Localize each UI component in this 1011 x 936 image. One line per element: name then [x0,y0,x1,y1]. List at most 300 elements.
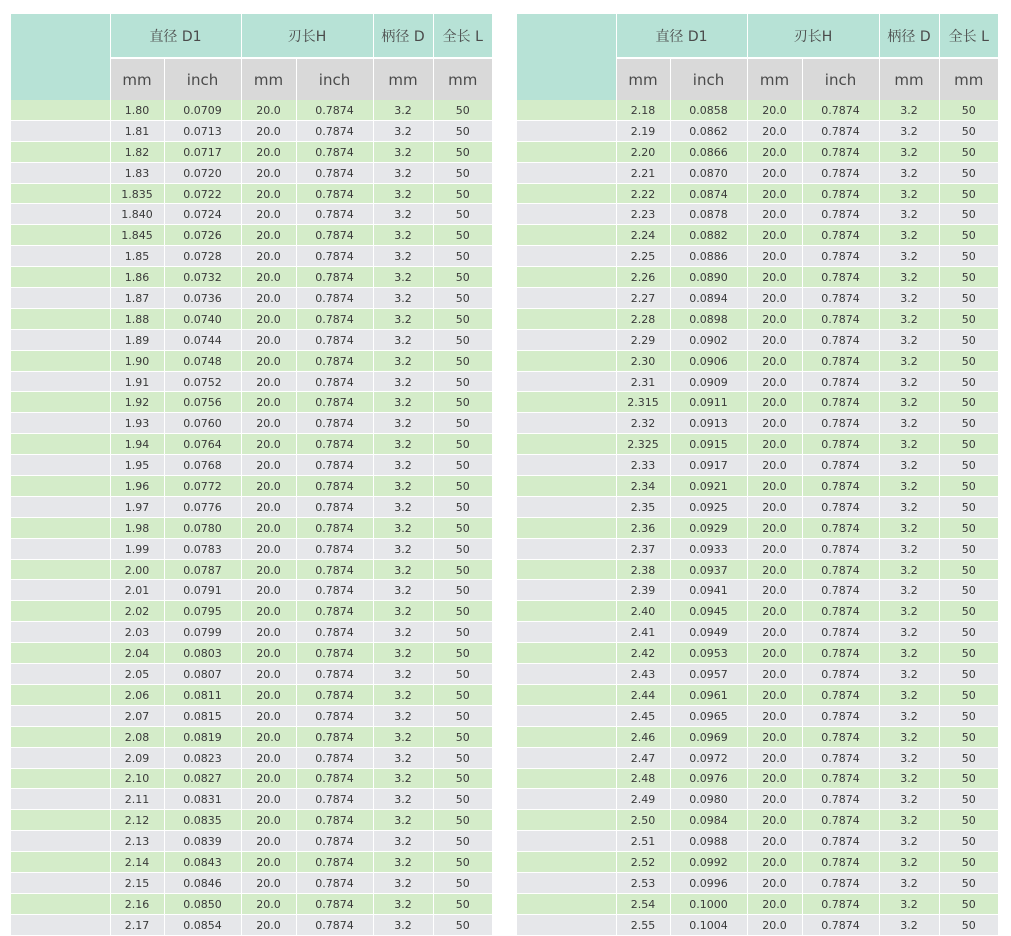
shank-mm-cell: 3.2 [879,601,939,622]
diameter-mm-cell: 1.80 [110,100,164,120]
row-label-cell [11,538,110,559]
total-length-cell: 50 [939,267,998,288]
shank-mm-cell: 3.2 [879,517,939,538]
table-row [11,643,492,664]
edge-inch-cell: 0.7874 [296,204,373,225]
shank-mm-cell: 3.2 [373,476,433,497]
diameter-mm-cell: 2.45 [616,705,670,726]
row-label-cell [11,455,110,476]
diameter-mm-cell: 2.16 [110,893,164,914]
total-length-cell: 50 [433,183,492,204]
diameter-inch-cell: 0.0709 [164,100,241,120]
edge-mm-cell: 20.0 [747,392,802,413]
diameter-mm-cell: 2.46 [616,726,670,747]
diameter-mm-cell: 2.11 [110,789,164,810]
edge-inch-cell: 0.7874 [296,496,373,517]
table-row [517,350,998,371]
row-label-cell [517,684,616,705]
table-row [11,852,492,873]
table-row [11,559,492,580]
shank-mm-cell: 3.2 [373,810,433,831]
edge-mm-cell: 20.0 [241,413,296,434]
edge-inch-cell: 0.7874 [802,120,879,141]
shank-mm-cell: 3.2 [879,726,939,747]
diameter-mm-cell: 1.835 [110,183,164,204]
row-label-cell [517,538,616,559]
row-label-cell [517,162,616,183]
diameter-inch-cell: 0.0795 [164,601,241,622]
shank-mm-cell: 3.2 [373,392,433,413]
shank-mm-cell: 3.2 [879,789,939,810]
edge-inch-cell: 0.7874 [296,371,373,392]
edge-mm-cell: 20.0 [241,580,296,601]
diameter-inch-cell: 0.0866 [670,141,747,162]
table-row [11,914,492,935]
edge-inch-cell: 0.7874 [802,580,879,601]
edge-mm-cell: 20.0 [747,622,802,643]
shank-mm-cell: 3.2 [373,308,433,329]
shank-mm-cell: 3.2 [373,288,433,309]
total-length-cell: 50 [939,810,998,831]
edge-mm-cell: 20.0 [747,768,802,789]
table-row [517,246,998,267]
edge-inch-cell: 0.7874 [296,684,373,705]
shank-mm-cell: 3.2 [879,747,939,768]
diameter-mm-cell: 2.00 [110,559,164,580]
table-row [517,288,998,309]
diameter-mm-cell: 1.91 [110,371,164,392]
edge-mm-cell: 20.0 [747,371,802,392]
table-row [517,914,998,935]
edge-mm-cell: 20.0 [241,601,296,622]
table-row [517,517,998,538]
diameter-mm-cell: 2.28 [616,308,670,329]
shank-header: 柄径 D [879,14,939,58]
edge-inch-cell: 0.7874 [802,831,879,852]
row-label-cell [517,434,616,455]
diameter-inch-cell: 0.0915 [670,434,747,455]
shank-mm-cell: 3.2 [879,559,939,580]
edge-mm-cell: 20.0 [241,559,296,580]
total-length-cell: 50 [433,455,492,476]
edge-mm-cell: 20.0 [241,684,296,705]
table-row [517,789,998,810]
diameter-inch-cell: 0.0909 [670,371,747,392]
shank-mm-cell: 3.2 [879,162,939,183]
total-length-cell: 50 [939,580,998,601]
total-length-cell: 50 [433,517,492,538]
diameter-mm-cell: 2.41 [616,622,670,643]
edge-inch-cell: 0.7874 [296,643,373,664]
shank-mm-cell: 3.2 [879,538,939,559]
table-row [11,120,492,141]
edge-mm-cell: 20.0 [747,246,802,267]
diameter-inch-cell: 0.0906 [670,350,747,371]
row-label-cell [517,183,616,204]
edge-mm-cell: 20.0 [241,162,296,183]
diameter-mm-cell: 2.06 [110,684,164,705]
table-row [517,622,998,643]
diameter-inch-cell: 0.0874 [670,183,747,204]
edge-inch-cell: 0.7874 [296,538,373,559]
shank-mm-cell: 3.2 [879,141,939,162]
shank-mm-cell: 3.2 [879,371,939,392]
table-row [11,747,492,768]
shank-mm-cell: 3.2 [879,643,939,664]
edge-inch-cell: 0.7874 [802,726,879,747]
diameter-mm-cell: 2.48 [616,768,670,789]
diameter-inch-cell: 0.0980 [670,789,747,810]
total-length-cell: 50 [939,204,998,225]
diameter-mm-cell: 2.35 [616,496,670,517]
diameter-mm-cell: 2.12 [110,810,164,831]
edge-mm-cell: 20.0 [241,768,296,789]
diameter-inch-cell: 0.0799 [164,622,241,643]
edge-mm-cell: 20.0 [241,831,296,852]
diameter-mm-cell: 2.27 [616,288,670,309]
edge-mm-cell: 20.0 [241,434,296,455]
total-length-cell: 50 [939,120,998,141]
diameter-inch-cell: 0.0811 [164,684,241,705]
row-label-cell [11,789,110,810]
edge-inch-cell: 0.7874 [296,705,373,726]
edge-mm-cell: 20.0 [747,120,802,141]
edge-inch-cell: 0.7874 [802,413,879,434]
diameter-mm-cell: 2.19 [616,120,670,141]
diameter-mm-cell: 2.55 [616,914,670,935]
row-label-cell [11,664,110,685]
table-row [517,747,998,768]
table-row [517,872,998,893]
table-row [517,329,998,350]
row-label-cell [11,183,110,204]
shank-mm-cell: 3.2 [373,726,433,747]
row-label-cell [11,768,110,789]
diameter-mm-cell: 1.99 [110,538,164,559]
table-row [517,538,998,559]
row-label-cell [11,747,110,768]
shank-mm-cell: 3.2 [879,810,939,831]
row-label-cell [11,893,110,914]
edge-mm-cell: 20.0 [747,162,802,183]
shank-mm-cell: 3.2 [373,246,433,267]
table-row [11,434,492,455]
shank-mm-cell: 3.2 [373,204,433,225]
row-label-cell [11,308,110,329]
table-row [11,204,492,225]
edge-inch-cell: 0.7874 [296,914,373,935]
edge-mm-cell: 20.0 [241,204,296,225]
edge-mm-cell: 20.0 [747,580,802,601]
diameter-mm-cell: 2.02 [110,601,164,622]
table-row [517,183,998,204]
total-length-cell: 50 [433,601,492,622]
shank-mm-cell: 3.2 [879,329,939,350]
total-length-cell: 50 [433,747,492,768]
diameter-inch-cell: 0.0858 [670,100,747,120]
row-label-cell [517,893,616,914]
total-length-cell: 50 [939,872,998,893]
table-row [517,643,998,664]
shank-mm-cell: 3.2 [373,267,433,288]
edge-mm-cell: 20.0 [747,267,802,288]
row-label-cell [11,288,110,309]
row-label-cell [517,768,616,789]
row-label-cell [517,643,616,664]
diameter-mm-cell: 2.44 [616,684,670,705]
row-label-cell [11,872,110,893]
diameter-header: 直径 D1 [110,14,241,58]
edge-mm-cell: 20.0 [747,601,802,622]
edge-inch-cell: 0.7874 [296,789,373,810]
diameter-mm-cell: 1.87 [110,288,164,309]
table-row [11,517,492,538]
total-length-cell: 50 [939,225,998,246]
diameter-inch-cell: 0.0988 [670,831,747,852]
shank-mm-cell: 3.2 [373,329,433,350]
table-row [517,100,998,120]
table-row [517,810,998,831]
edge-inch-cell: 0.7874 [802,872,879,893]
row-label-cell [517,308,616,329]
edge-inch-cell: 0.7874 [296,455,373,476]
table-row [517,225,998,246]
row-label-cell [11,434,110,455]
row-label-cell [517,392,616,413]
total-length-cell: 50 [433,684,492,705]
edge-mm-cell: 20.0 [241,643,296,664]
row-label-header [11,14,110,100]
diameter-inch-cell: 0.0984 [670,810,747,831]
total-length-cell: 50 [939,684,998,705]
edge-mm-cell: 20.0 [747,872,802,893]
edge-inch-cell: 0.7874 [296,810,373,831]
edge-inch-cell: 0.7874 [296,141,373,162]
total-length-cell: 50 [939,329,998,350]
diameter-inch-cell: 0.0929 [670,517,747,538]
total-length-cell: 50 [433,162,492,183]
shank-mm-cell: 3.2 [879,225,939,246]
edge-mm-cell: 20.0 [241,852,296,873]
row-label-cell [11,246,110,267]
edge-mm-cell: 20.0 [241,893,296,914]
diameter-inch-cell: 0.0846 [164,872,241,893]
diameter-inch-unit: inch [164,58,241,100]
diameter-inch-cell: 0.0996 [670,872,747,893]
edge-inch-cell: 0.7874 [802,141,879,162]
diameter-mm-cell: 2.23 [616,204,670,225]
diameter-inch-cell: 0.0740 [164,308,241,329]
diameter-mm-cell: 2.29 [616,329,670,350]
table-row [517,831,998,852]
diameter-mm-cell: 1.96 [110,476,164,497]
diameter-mm-cell: 2.43 [616,664,670,685]
edge-mm-cell: 20.0 [241,726,296,747]
shank-mm-cell: 3.2 [879,768,939,789]
diameter-mm-cell: 1.89 [110,329,164,350]
edge-mm-cell: 20.0 [747,726,802,747]
diameter-inch-cell: 0.0713 [164,120,241,141]
edge-inch-cell: 0.7874 [802,246,879,267]
row-label-header [517,14,616,100]
total-length-cell: 50 [939,183,998,204]
diameter-inch-cell: 0.1004 [670,914,747,935]
edge-mm-cell: 20.0 [241,872,296,893]
table-row [11,371,492,392]
shank-mm-cell: 3.2 [879,246,939,267]
shank-mm-cell: 3.2 [373,350,433,371]
diameter-inch-cell: 0.0953 [670,643,747,664]
shank-mm-cell: 3.2 [373,434,433,455]
edge-mm-cell: 20.0 [747,559,802,580]
diameter-mm-cell: 1.97 [110,496,164,517]
edge-inch-cell: 0.7874 [802,601,879,622]
diameter-mm-cell: 2.32 [616,413,670,434]
diameter-mm-cell: 2.05 [110,664,164,685]
edge-mm-cell: 20.0 [241,392,296,413]
edge-mm-cell: 20.0 [241,517,296,538]
row-label-cell [517,664,616,685]
diameter-inch-cell: 0.0819 [164,726,241,747]
total-length-cell: 50 [433,413,492,434]
shank-mm-cell: 3.2 [373,622,433,643]
row-label-cell [11,517,110,538]
diameter-mm-cell: 1.93 [110,413,164,434]
edge-mm-cell: 20.0 [241,476,296,497]
total-length-cell: 50 [433,329,492,350]
edge-inch-cell: 0.7874 [296,601,373,622]
diameter-mm-cell: 2.54 [616,893,670,914]
row-label-cell [517,726,616,747]
diameter-mm-cell: 2.34 [616,476,670,497]
edge-mm-cell: 20.0 [747,413,802,434]
edge-mm-cell: 20.0 [241,810,296,831]
edge-inch-cell: 0.7874 [802,162,879,183]
total-length-header: 全长 L [433,14,492,58]
diameter-inch-cell: 0.0807 [164,664,241,685]
total-length-cell: 50 [433,872,492,893]
table-row [11,496,492,517]
edge-mm-cell: 20.0 [241,538,296,559]
shank-mm-cell: 3.2 [879,684,939,705]
row-label-cell [517,496,616,517]
diameter-mm-cell: 1.95 [110,455,164,476]
shank-mm-cell: 3.2 [373,831,433,852]
shank-mm-cell: 3.2 [879,455,939,476]
diameter-mm-cell: 1.98 [110,517,164,538]
total-mm-unit: mm [939,58,998,100]
edge-inch-cell: 0.7874 [296,872,373,893]
edge-inch-cell: 0.7874 [802,225,879,246]
shank-mm-cell: 3.2 [879,622,939,643]
total-length-cell: 50 [433,371,492,392]
diameter-inch-cell: 0.0736 [164,288,241,309]
diameter-inch-cell: 0.0937 [670,559,747,580]
row-label-cell [11,622,110,643]
edge-inch-cell: 0.7874 [802,100,879,120]
diameter-inch-cell: 0.0768 [164,455,241,476]
total-length-cell: 50 [939,100,998,120]
total-length-cell: 50 [939,831,998,852]
edge-inch-cell: 0.7874 [296,559,373,580]
table-row [11,267,492,288]
edge-mm-cell: 20.0 [747,476,802,497]
row-label-cell [517,350,616,371]
edge-mm-cell: 20.0 [747,455,802,476]
diameter-inch-cell: 0.0839 [164,831,241,852]
total-length-cell: 50 [433,705,492,726]
diameter-mm-cell: 2.08 [110,726,164,747]
total-length-cell: 50 [433,789,492,810]
shank-mm-cell: 3.2 [373,852,433,873]
total-length-cell: 50 [939,643,998,664]
edge-inch-cell: 0.7874 [296,225,373,246]
row-label-cell [11,580,110,601]
shank-mm-cell: 3.2 [879,580,939,601]
total-length-cell: 50 [939,622,998,643]
total-length-cell: 50 [939,496,998,517]
edge-inch-cell: 0.7874 [296,852,373,873]
row-label-cell [11,496,110,517]
diameter-mm-cell: 1.94 [110,434,164,455]
edge-mm-cell: 20.0 [241,308,296,329]
total-length-cell: 50 [433,726,492,747]
row-label-cell [517,580,616,601]
row-label-cell [517,872,616,893]
edge-mm-cell: 20.0 [241,664,296,685]
diameter-inch-cell: 0.0787 [164,559,241,580]
table-row [11,329,492,350]
diameter-mm-cell: 2.47 [616,747,670,768]
total-length-cell: 50 [939,538,998,559]
diameter-inch-cell: 0.0815 [164,705,241,726]
shank-header: 柄径 D [373,14,433,58]
shank-mm-cell: 3.2 [373,601,433,622]
shank-mm-cell: 3.2 [373,496,433,517]
row-label-cell [517,371,616,392]
diameter-inch-cell: 0.0894 [670,288,747,309]
table-row [11,100,492,120]
shank-mm-unit: mm [373,58,433,100]
total-length-cell: 50 [433,434,492,455]
diameter-inch-cell: 0.0933 [670,538,747,559]
row-label-cell [517,476,616,497]
edge-mm-cell: 20.0 [241,183,296,204]
table-row [11,183,492,204]
diameter-inch-cell: 0.0726 [164,225,241,246]
table-row [517,601,998,622]
table-row [517,664,998,685]
table-row [517,768,998,789]
edge-mm-cell: 20.0 [241,246,296,267]
total-length-cell: 50 [433,476,492,497]
row-label-cell [517,852,616,873]
diameter-mm-cell: 1.83 [110,162,164,183]
edge-inch-cell: 0.7874 [802,810,879,831]
table-row [517,559,998,580]
total-length-cell: 50 [433,831,492,852]
shank-mm-cell: 3.2 [373,684,433,705]
shank-mm-cell: 3.2 [373,225,433,246]
edge-inch-cell: 0.7874 [296,517,373,538]
row-label-cell [517,831,616,852]
diameter-inch-cell: 0.0976 [670,768,747,789]
total-length-cell: 50 [433,914,492,935]
table-row [517,580,998,601]
diameter-mm-cell: 2.10 [110,768,164,789]
shank-mm-cell: 3.2 [373,580,433,601]
row-label-cell [11,643,110,664]
